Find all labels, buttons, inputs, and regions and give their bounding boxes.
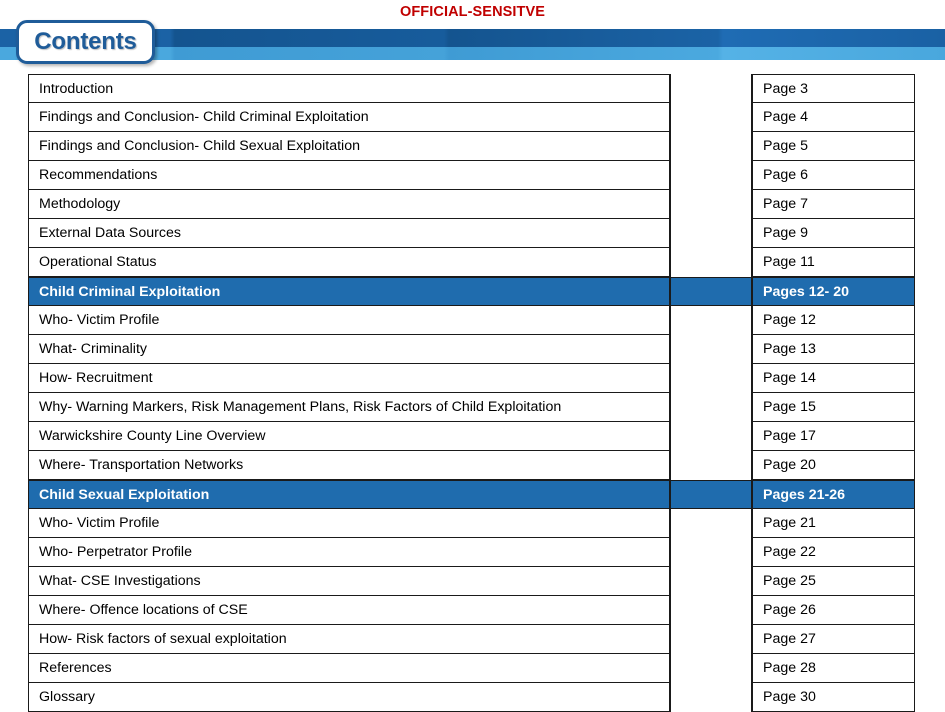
toc-row[interactable]	[28, 364, 915, 393]
toc-entry-page[interactable]: Page 14	[752, 364, 915, 393]
toc-spacer-cell	[670, 509, 752, 538]
toc-entry-page[interactable]: Page 25	[752, 567, 915, 596]
toc-row[interactable]	[28, 219, 915, 248]
toc-spacer-cell	[670, 103, 752, 132]
toc-spacer-cell	[670, 538, 752, 567]
toc-entry-page[interactable]: Page 5	[752, 132, 915, 161]
toc-entry-page[interactable]: Page 27	[752, 625, 915, 654]
toc-row[interactable]	[28, 393, 915, 422]
toc-entry-page[interactable]: Page 13	[752, 335, 915, 364]
toc-spacer-cell	[670, 248, 752, 277]
toc-spacer-cell	[670, 393, 752, 422]
toc-entry-page[interactable]: Page 3	[752, 74, 915, 103]
toc-entry-title[interactable]: Operational Status	[28, 248, 670, 277]
toc-entry-page[interactable]: Page 22	[752, 538, 915, 567]
toc-entry-page[interactable]: Pages 12- 20	[752, 277, 915, 306]
toc-row[interactable]	[28, 306, 915, 335]
toc-entry-page[interactable]: Page 6	[752, 161, 915, 190]
toc-entry-title[interactable]: Glossary	[28, 683, 670, 712]
toc-spacer-cell	[670, 161, 752, 190]
toc-spacer-cell	[670, 596, 752, 625]
toc-spacer-cell	[670, 654, 752, 683]
toc-row[interactable]	[28, 132, 915, 161]
toc-spacer-cell	[670, 190, 752, 219]
toc-entry-page[interactable]: Page 30	[752, 683, 915, 712]
toc-entry-title[interactable]: Who- Perpetrator Profile	[28, 538, 670, 567]
toc-spacer-cell	[670, 625, 752, 654]
toc-row[interactable]	[28, 596, 915, 625]
toc-row[interactable]	[28, 451, 915, 480]
toc-entry-title[interactable]: Warwickshire County Line Overview	[28, 422, 670, 451]
toc-row[interactable]	[28, 509, 915, 538]
toc-entry-page[interactable]: Page 21	[752, 509, 915, 538]
toc-spacer-cell	[670, 306, 752, 335]
contents-title-box	[16, 20, 155, 64]
toc-entry-title[interactable]: References	[28, 654, 670, 683]
toc-row[interactable]	[28, 74, 915, 103]
toc-row[interactable]	[28, 567, 915, 596]
toc-spacer-cell	[670, 335, 752, 364]
toc-entry-title[interactable]: What- Criminality	[28, 335, 670, 364]
toc-entry-title[interactable]: What- CSE Investigations	[28, 567, 670, 596]
toc-spacer-cell	[670, 567, 752, 596]
toc-spacer-cell	[670, 277, 752, 306]
toc-spacer-cell	[670, 132, 752, 161]
toc-row[interactable]	[28, 625, 915, 654]
toc-row[interactable]	[28, 248, 915, 277]
toc-entry-page[interactable]: Pages 21-26	[752, 480, 915, 509]
toc-row[interactable]	[28, 103, 915, 132]
toc-entry-page[interactable]: Page 26	[752, 596, 915, 625]
toc-entry-page[interactable]: Page 4	[752, 103, 915, 132]
toc-entry-page[interactable]: Page 15	[752, 393, 915, 422]
toc-entry-title[interactable]: Findings and Conclusion- Child Sexual Exploitation	[28, 132, 670, 161]
toc-spacer-cell	[670, 364, 752, 393]
classification-marking: OFFICIAL-SENSITVE	[399, 4, 546, 20]
toc-entry-title[interactable]: Where- Transportation Networks	[28, 451, 670, 480]
toc-spacer-cell	[670, 451, 752, 480]
toc-spacer-cell	[670, 219, 752, 248]
toc-entry-page[interactable]: Page 20	[752, 451, 915, 480]
toc-row[interactable]	[28, 538, 915, 567]
table-of-contents	[28, 74, 915, 712]
toc-spacer-cell	[670, 422, 752, 451]
toc-entry-title[interactable]: Where- Offence locations of CSE	[28, 596, 670, 625]
toc-row[interactable]	[28, 683, 915, 712]
toc-entry-title[interactable]: How- Risk factors of sexual exploitation	[28, 625, 670, 654]
toc-entry-page[interactable]: Page 28	[752, 654, 915, 683]
toc-entry-page[interactable]: Page 7	[752, 190, 915, 219]
toc-entry-page[interactable]: Page 9	[752, 219, 915, 248]
toc-entry-title[interactable]: Introduction	[28, 74, 670, 103]
toc-entry-title[interactable]: Recommendations	[28, 161, 670, 190]
toc-section-row[interactable]	[28, 277, 915, 306]
toc-section-row[interactable]	[28, 480, 915, 509]
toc-spacer-cell	[670, 683, 752, 712]
toc-entry-title[interactable]: Findings and Conclusion- Child Criminal Exploitation	[28, 103, 670, 132]
toc-row[interactable]	[28, 190, 915, 219]
page-title: Contents	[34, 28, 137, 55]
toc-entry-page[interactable]: Page 17	[752, 422, 915, 451]
toc-spacer-cell	[670, 480, 752, 509]
toc-entry-page[interactable]: Page 11	[752, 248, 915, 277]
toc-row[interactable]	[28, 161, 915, 190]
toc-entry-title[interactable]: Why- Warning Markers, Risk Management Plans, Risk Factors of Child Exploitation	[28, 393, 670, 422]
toc-spacer-cell	[670, 74, 752, 103]
toc-row[interactable]	[28, 335, 915, 364]
toc-row[interactable]	[28, 654, 915, 683]
toc-entry-page[interactable]: Page 12	[752, 306, 915, 335]
toc-entry-title[interactable]: External Data Sources	[28, 219, 670, 248]
toc-entry-title[interactable]: How- Recruitment	[28, 364, 670, 393]
toc-entry-title[interactable]: Child Sexual Exploitation	[28, 480, 670, 509]
toc-entry-title[interactable]: Who- Victim Profile	[28, 306, 670, 335]
toc-entry-title[interactable]: Child Criminal Exploitation	[28, 277, 670, 306]
toc-entry-title[interactable]: Methodology	[28, 190, 670, 219]
toc-grid	[28, 74, 915, 712]
toc-entry-title[interactable]: Who- Victim Profile	[28, 509, 670, 538]
toc-row[interactable]	[28, 422, 915, 451]
